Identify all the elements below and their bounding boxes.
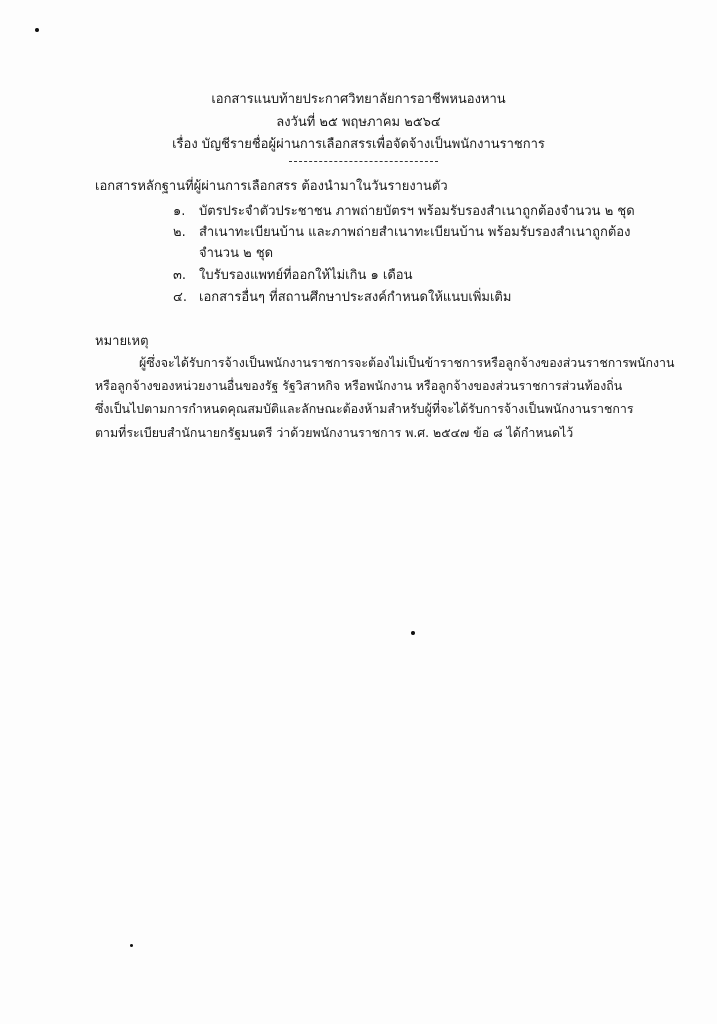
document-item-number: ๓. <box>173 268 187 283</box>
note-line: ผู้ซึ่งจะได้รับการจ้างเป็นพนักงานราชการจะต้องไม่เป็นข้าราชการหรือลูกจ้างของส่วนราชการพนักงาน <box>139 355 675 370</box>
note-line: หรือลูกจ้างของหน่วยงานอื่นของรัฐ รัฐวิสาหกิจ หรือพนักงาน หรือลูกจ้างของส่วนราชการส่วนท้องถิ่น <box>95 378 623 393</box>
document-item <box>173 289 511 307</box>
scan-speck <box>130 944 133 947</box>
header-title: เอกสารแนบท้ายประกาศวิทยาลัยการอาชีพหนองหาน <box>211 92 506 107</box>
header-divider <box>289 161 438 162</box>
header-date: ลงวันที่ ๒๕ พฤษภาคม ๒๕๖๔ <box>276 115 441 130</box>
document-item <box>173 203 635 221</box>
document-item-number: ๔. <box>173 290 187 305</box>
document-item-text: สำเนาทะเบียนบ้าน และภาพถ่ายสำเนาทะเบียนบ้าน พร้อมรับรองสำเนาถูกต้อง <box>199 225 631 240</box>
document-item-text: บัตรประจำตัวประชาชน ภาพถ่ายบัตรฯ พร้อมรับรองสำเนาถูกต้องจำนวน ๒ ชุด <box>199 204 635 219</box>
document-item <box>173 224 630 242</box>
document-item-text: เอกสารอื่นๆ ที่สถานศึกษาประสงค์กำหนดให้แนบเพิ่มเติม <box>199 290 512 305</box>
scan-speck <box>35 28 39 32</box>
document-item <box>173 267 412 285</box>
document-item-text: ใบรับรองแพทย์ที่ออกให้ไม่เกิน ๑ เดือน <box>199 268 413 283</box>
document-item-number: ๑. <box>173 204 186 219</box>
documents-intro: เอกสารหลักฐานที่ผู้ผ่านการเลือกสรร ต้องนำมาในวันรายงานตัว <box>95 179 448 194</box>
header-subject: เรื่อง บัญชีรายชื่อผู้ผ่านการเลือกสรรเพื่อจัดจ้างเป็นพนักงานราชการ <box>172 137 545 152</box>
note-heading: หมายเหตุ <box>95 334 149 349</box>
note-line: ซึ่งเป็นไปตามการกำหนดคุณสมบัติและลักษณะต้องห้ามสำหรับผู้ที่จะได้รับการจ้างเป็นพนักงานราชการ <box>95 401 634 416</box>
document-item-number: ๒. <box>173 225 186 240</box>
note-line: ตามที่ระเบียบสำนักนายกรัฐมนตรี ว่าด้วยพนักงานราชการ พ.ศ. ๒๕๔๗ ข้อ ๘ ได้กำหนดไว้ <box>95 425 574 440</box>
document-item-continuation: จำนวน ๒ ชุด <box>199 246 274 261</box>
scan-speck <box>411 631 415 635</box>
